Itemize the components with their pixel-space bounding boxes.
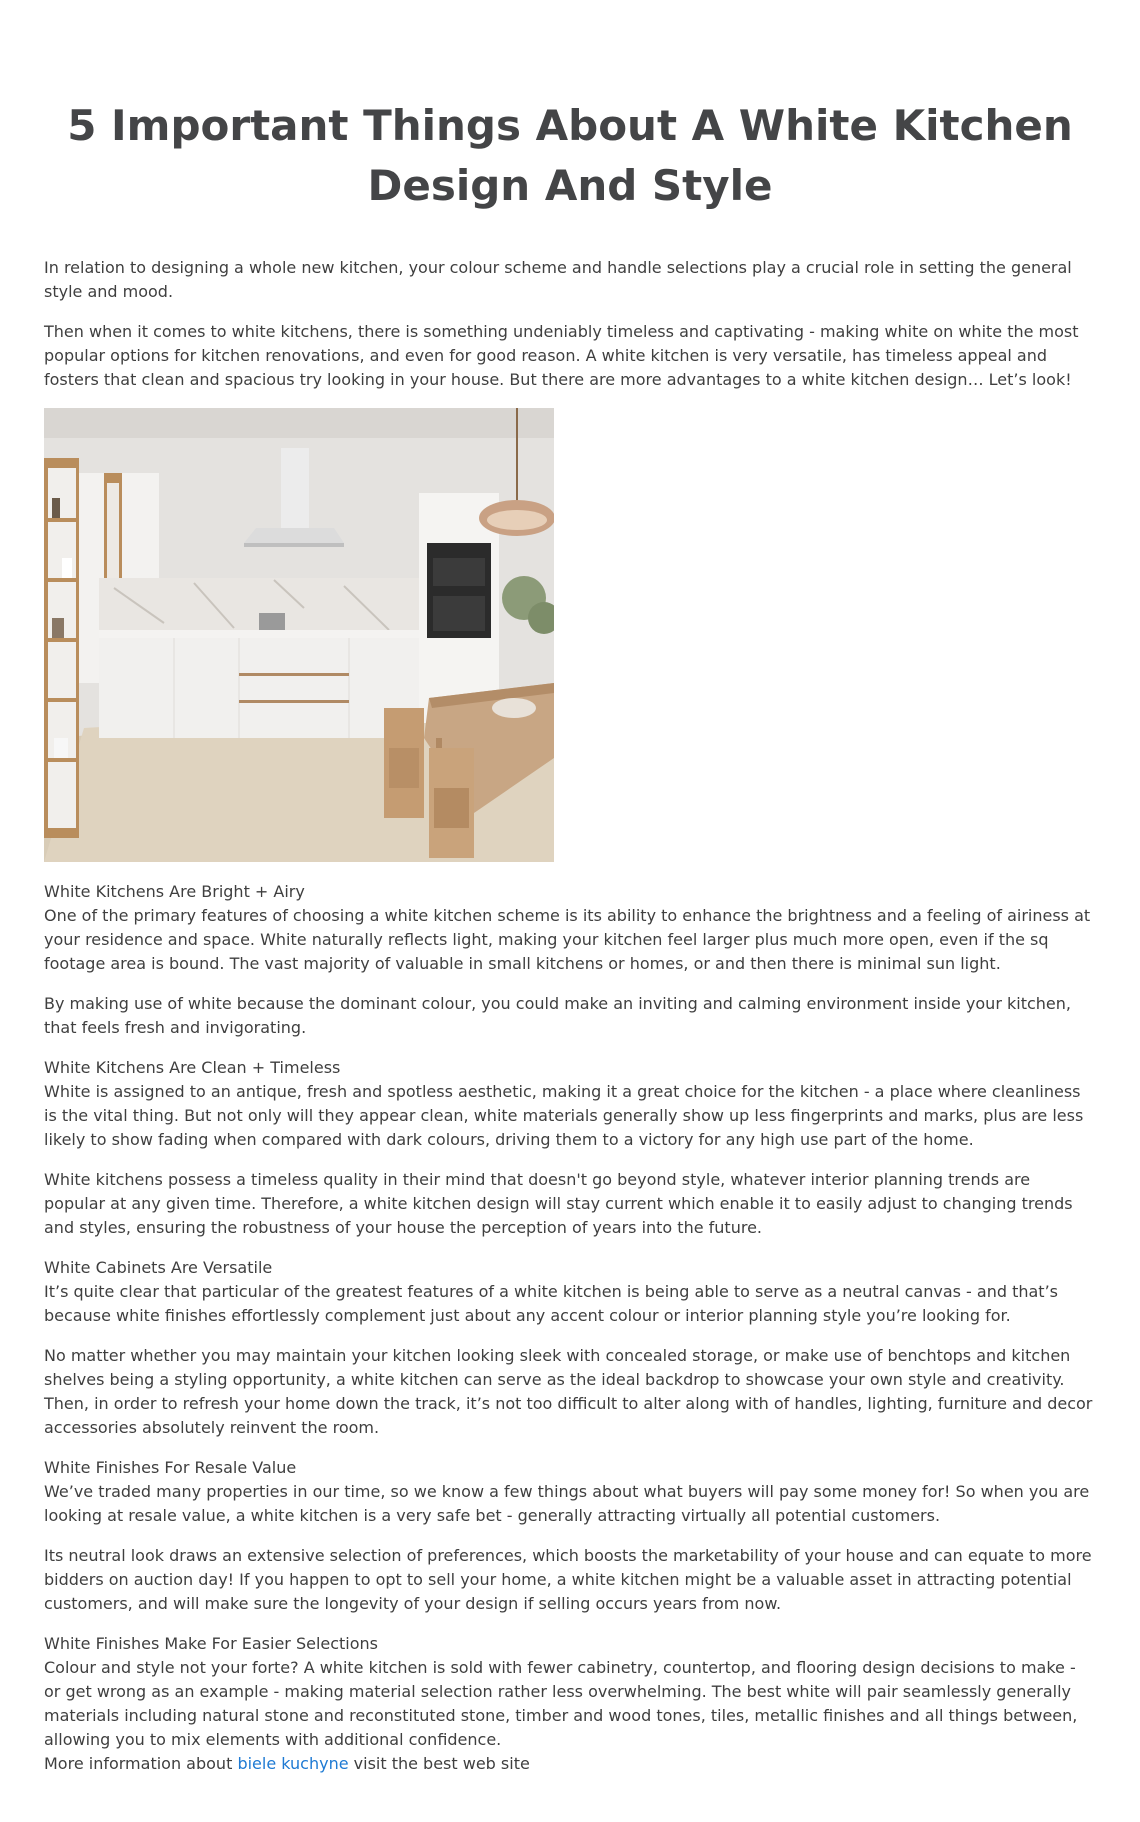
section-heading-easier-selections: White Finishes Make For Easier Selections <box>44 1634 379 1653</box>
footer-prefix: More information about <box>44 1754 238 1773</box>
section-heading-clean-timeless: White Kitchens Are Clean + Timeless <box>44 1058 341 1077</box>
intro-paragraph-2: Then when it comes to white kitchens, there is something undeniably timeless and captivating - making white on white the most popular options for kitchen renovations, and even for good reason. A white kitchen is very versatile, has timeless appeal and fosters that clean and spacious try looking in your house. But there are more advantages to a white kitchen design… Let’s look! <box>44 322 1079 389</box>
section-paragraph: Colour and style not your forte? A white kitchen is sold with fewer cabinetry, countertop, and flooring design decisions to make - or get wrong as an example - making material selection rather less overwhelming. The best white will pair seamlessly generally materials including natural stone and reconstituted stone, timber and wood tones, tiles, metallic finishes and all things between, allowing you to mix elements with additional confidence. <box>44 1658 1078 1749</box>
section-heading-versatile: White Cabinets Are Versatile <box>44 1258 273 1277</box>
section-paragraph: We’ve traded many properties in our time, so we know a few things about what buyers will pay some money for! So when you are looking at resale value, a white kitchen is a very safe bet - generally attracting virtually all potential customers. <box>44 1482 1090 1525</box>
biele-kuchyne-link[interactable]: biele kuchyne <box>237 1754 349 1773</box>
section-paragraph: By making use of white because the dominant colour, you could make an inviting and calming environment inside your kitchen, that feels fresh and invigorating. <box>44 994 1071 1037</box>
article-title: 5 Important Things About A White Kitchen Design And Style <box>67 101 1073 210</box>
intro-paragraph-1: In relation to designing a whole new kitchen, your colour scheme and handle selections play a crucial role in setting the general style and mood. <box>44 258 1072 301</box>
footer-line <box>44 1752 1096 1776</box>
section-paragraph: It’s quite clear that particular of the greatest features of a white kitchen is being able to serve as a neutral canvas - and that’s because white finishes effortlessly complement just about any accent colour or interior planning style you’re looking for. <box>44 1282 1058 1325</box>
section-paragraph: White is assigned to an antique, fresh and spotless aesthetic, making it a great choice for the kitchen - a place where cleanliness is the vital thing. But not only will they appear clean, white materials generally show up less fingerprints and marks, plus are less likely to show fading when compared with dark colours, driving them to a victory for any high use part of the home. <box>44 1082 1084 1149</box>
section-paragraph: No matter whether you may maintain your kitchen looking sleek with concealed storage, or make use of benchtops and kitchen shelves being a styling opportunity, a white kitchen can serve as the ideal backdrop to showcase your own style and creativity. Then, in order to refresh your home down the track, it’s not too difficult to alter along with of handles, lighting, furniture and decor accessories absolutely reinvent the room. <box>44 1346 1093 1437</box>
section-heading-bright-airy: White Kitchens Are Bright + Airy <box>44 882 305 901</box>
article-body <box>44 256 1096 1792</box>
white-kitchen-photo <box>44 408 554 862</box>
section-paragraph: Its neutral look draws an extensive selection of preferences, which boosts the marketability of your house and can equate to more bidders on auction day! If you happen to opt to sell your home, a white kitchen might be a valuable asset in attracting potential customers, and will make sure the longevity of your design if selling occurs years from now. <box>44 1546 1092 1613</box>
section-heading-resale-value: White Finishes For Resale Value <box>44 1458 297 1477</box>
footer-suffix: visit the best web site <box>348 1754 530 1773</box>
section-paragraph: One of the primary features of choosing a white kitchen scheme is its ability to enhance the brightness and a feeling of airiness at your residence and space. White naturally reflects light, making your kitchen feel larger plus much more open, even if the sq footage area is bound. The vast majority of valuable in small kitchens or homes, or and then there is minimal sun light. <box>44 906 1091 973</box>
section-paragraph: White kitchens possess a timeless quality in their mind that doesn't go beyond style, whatever interior planning trends are popular at any given time. Therefore, a white kitchen design will stay current which enable it to easily adjust to changing trends and styles, ensuring the robustness of your house the perception of years into the future. <box>44 1170 1073 1237</box>
